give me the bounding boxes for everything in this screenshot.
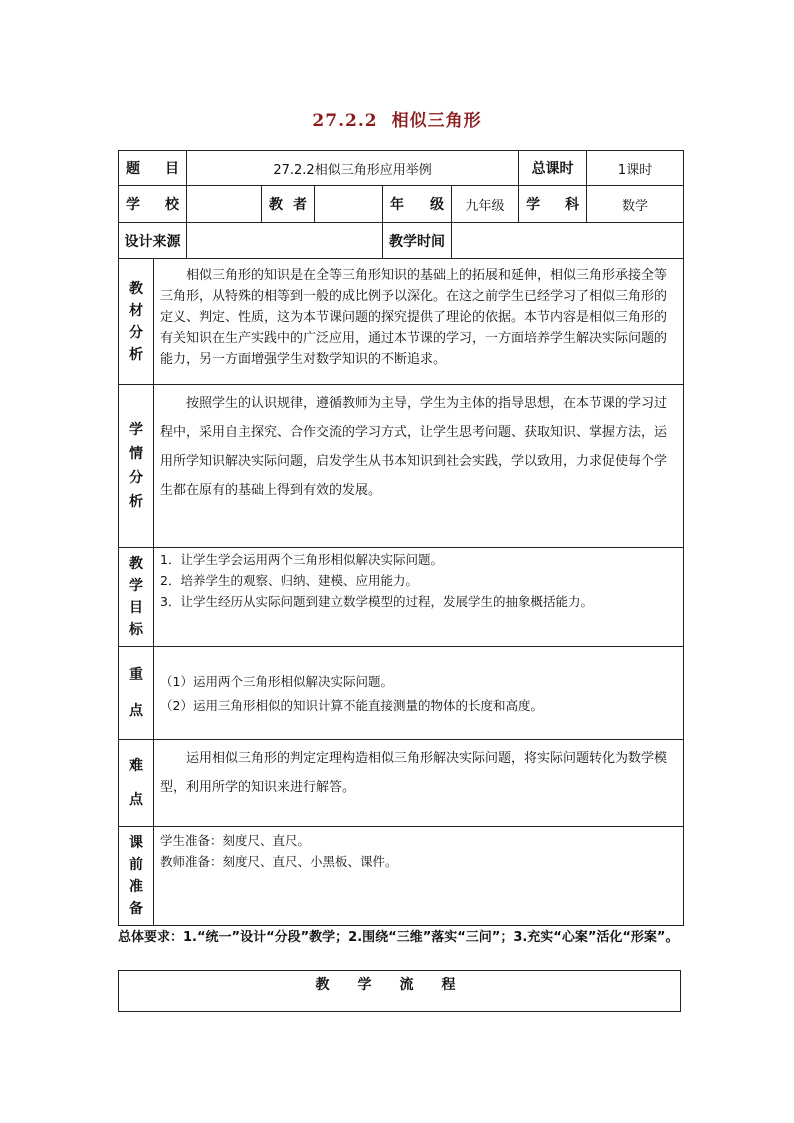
header-table bbox=[118, 150, 684, 259]
key-list bbox=[154, 647, 684, 740]
key-label: 重 点 bbox=[119, 647, 154, 740]
teacher-label-cell bbox=[262, 186, 315, 223]
sections-table bbox=[118, 258, 684, 926]
title-number: 27.2.2 bbox=[312, 111, 378, 131]
source-value bbox=[187, 223, 383, 259]
time-label: 教学时间 bbox=[383, 223, 452, 259]
topic-label-cell bbox=[119, 151, 187, 186]
teacher-label: 教 者 bbox=[269, 197, 307, 213]
teacher-value bbox=[315, 186, 383, 223]
time-value bbox=[452, 223, 684, 259]
difficulty-label: 难 点 bbox=[119, 740, 154, 827]
school-label: 学 校 bbox=[126, 197, 179, 213]
title-text: 相似三角形 bbox=[391, 111, 482, 131]
material-text: 相似三角形的知识是在全等三角形知识的基础上的拓展和延伸，相似三角形承接全等三角形，从特殊的相等到一般的成比例予以深化。在这之前学生已经学习了相似三角形的定义、判定、性质，这为本节课问题的探究提供了理论的依据。本节内容是相似三角形的有关知识在生产实践中的广泛应用，通过本节课的学习，一方面培养学生解决实际问题的能力，另一方面增强学生对数学知识的不断追求。 bbox=[154, 259, 684, 385]
topic-label: 题 目 bbox=[126, 161, 179, 177]
teaching-flow-header: 教学流程 bbox=[118, 970, 681, 1012]
prep-item: 学生准备：刻度尺、直尺。 bbox=[160, 833, 311, 848]
students-text: 按照学生的认识规律，遵循教师为主导，学生为主体的指导思想，在本节课的学习过程中，采用自主探究、合作交流的学习方式，让学生思考问题、获取知识、掌握方法，运用所学知识解决实际问题，启发学生从书本知识到社会实践，学以致用，力求促使每个学生都在原有的基础上得到有效的发展。 bbox=[154, 385, 684, 548]
source-label: 设计来源 bbox=[119, 223, 187, 259]
prep-item: 教师准备：刻度尺、直尺、小黑板、课件。 bbox=[160, 854, 398, 869]
goal-item: 3．让学生经历从实际问题到建立数学模型的过程，发展学生的抽象概括能力。 bbox=[160, 594, 593, 609]
goals-row bbox=[119, 548, 684, 647]
grade-value: 九年级 bbox=[452, 186, 519, 223]
subject-value: 数学 bbox=[587, 186, 684, 223]
goals-label: 教 学 目 标 bbox=[119, 548, 154, 647]
topic-value: 27.2.2相似三角形应用举例 bbox=[187, 151, 519, 186]
grade-label: 年 级 bbox=[390, 197, 444, 213]
page-title bbox=[0, 106, 794, 131]
school-value bbox=[187, 186, 262, 223]
key-item: （2）运用三角形相似的知识计算不能直接测量的物体的长度和高度。 bbox=[160, 697, 543, 713]
subject-label: 学 科 bbox=[526, 197, 580, 213]
hours-label: 总课时 bbox=[519, 151, 587, 186]
material-row bbox=[119, 259, 684, 385]
difficulty-row bbox=[119, 740, 684, 827]
prep-row bbox=[119, 827, 684, 926]
subject-label-cell bbox=[519, 186, 587, 223]
school-label-cell bbox=[119, 186, 187, 223]
goal-item: 2．培养学生的观察、归纳、建模、应用能力。 bbox=[160, 573, 418, 588]
prep-label: 课 前 准 备 bbox=[119, 827, 154, 926]
key-item: （1）运用两个三角形相似解决实际问题。 bbox=[160, 673, 393, 689]
key-row bbox=[119, 647, 684, 740]
hours-value: 1课时 bbox=[587, 151, 684, 186]
goal-item: 1．让学生学会运用两个三角形相似解决实际问题。 bbox=[160, 552, 443, 567]
goals-list bbox=[154, 548, 684, 647]
material-label: 教 材 分 析 bbox=[119, 259, 154, 385]
students-row bbox=[119, 385, 684, 548]
difficulty-text: 运用相似三角形的判定定理构造相似三角形解决实际问题，将实际问题转化为数学模型，利用所学的知识来进行解答。 bbox=[154, 740, 684, 827]
prep-list bbox=[154, 827, 684, 926]
grade-label-cell bbox=[383, 186, 452, 223]
students-label: 学 情 分 析 bbox=[119, 385, 154, 548]
overall-requirement: 总体要求：1.“统一”设计“分段”教学；2.围绕“三维”落实“三问”；3.充实“心案”活化“形案”。 bbox=[118, 930, 679, 945]
